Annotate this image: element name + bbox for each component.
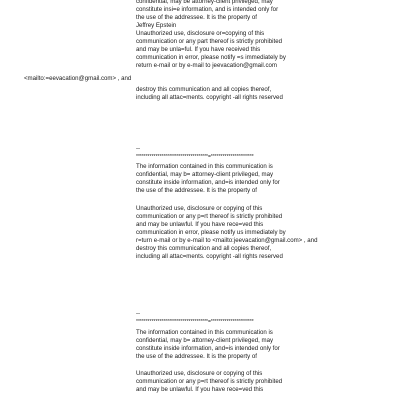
block1-line-3: the use of the addressee. It is the property of [136,14,257,21]
block3-line-6: communication or any p=rt thereof is strictly prohibited [136,378,283,385]
block2-line-6: communication or any p=rt thereof is strictly prohibited [136,213,283,220]
block1-line-7: and may be unla=ful. If you have received this [136,46,261,53]
block3-dash: -- [136,310,141,317]
block1-line-6: communication or any part thereof is strictly prohibited [136,38,282,45]
block2-line-3: constitute inside information, and=is intended only for [136,179,280,186]
block2-line-1: The information contained in this communication is [136,163,273,170]
block2-line-7: and may be unlawful. If you have rece=ved this [136,221,264,228]
block3-line-2: confidential, may b= attorney-client privileged, may [136,337,274,344]
block3-line-5: Unauthorized use, disclosure or copying of this [136,370,263,377]
block3-line-7: and may be unlawful. If you have rece=ved this [136,386,264,393]
block3-stars-divider: *************************************=********************** [136,319,254,325]
block2-line-2: confidential, may b= attorney-client privileged, may [136,171,274,178]
block1-mailto-snippet: <mailto:=eevacation@gmail.com> , and [24,75,132,82]
block1-line-5: Unauthorized use, disclosure or=copying of this [136,30,265,37]
block1-line-9: return e-mail or by e-mail to jeevacation@gmail.com [136,62,277,69]
block1-line-1: confidential, may be attorney-client privileged, may [136,0,273,5]
block3-line-1: The information contained in this communication is [136,329,273,336]
block2-stars-divider: *************************************=********************** [136,154,254,160]
block2-line-4: the use of the addressee. It is the property of [136,187,257,194]
block2-dash: -- [136,145,141,152]
block1-line-11: including all attac=ments. copyright -all rights reserved [136,94,283,101]
block2-line-11: including all attac=ments. copyright -all rights reserved [136,253,283,260]
block3-line-4: the use of the addressee. It is the property of [136,353,257,360]
block1-line-8: communication in error, please notify =s immediately by [136,54,286,61]
block1-line-4: Jeffrey Epstein [136,22,177,29]
block2-line-5: Unauthorized use, disclosure or copying of this [136,205,263,212]
block2-line-10: destroy this communication and all copies thereof, [136,245,272,252]
block1-line-2: constitute insi=e information, and is intended only for [136,6,279,13]
block2-line-8: communication in error, please notify us immediately by [136,229,286,236]
block2-line-9: r=turn e-mail or by e-mail to <mailto:jeevacation@gmail.com> , and [136,237,318,244]
block3-line-3: constitute inside information, and=is intended only for [136,345,280,352]
block1-line-10: destroy this communication and all copies thereof, [136,86,272,93]
